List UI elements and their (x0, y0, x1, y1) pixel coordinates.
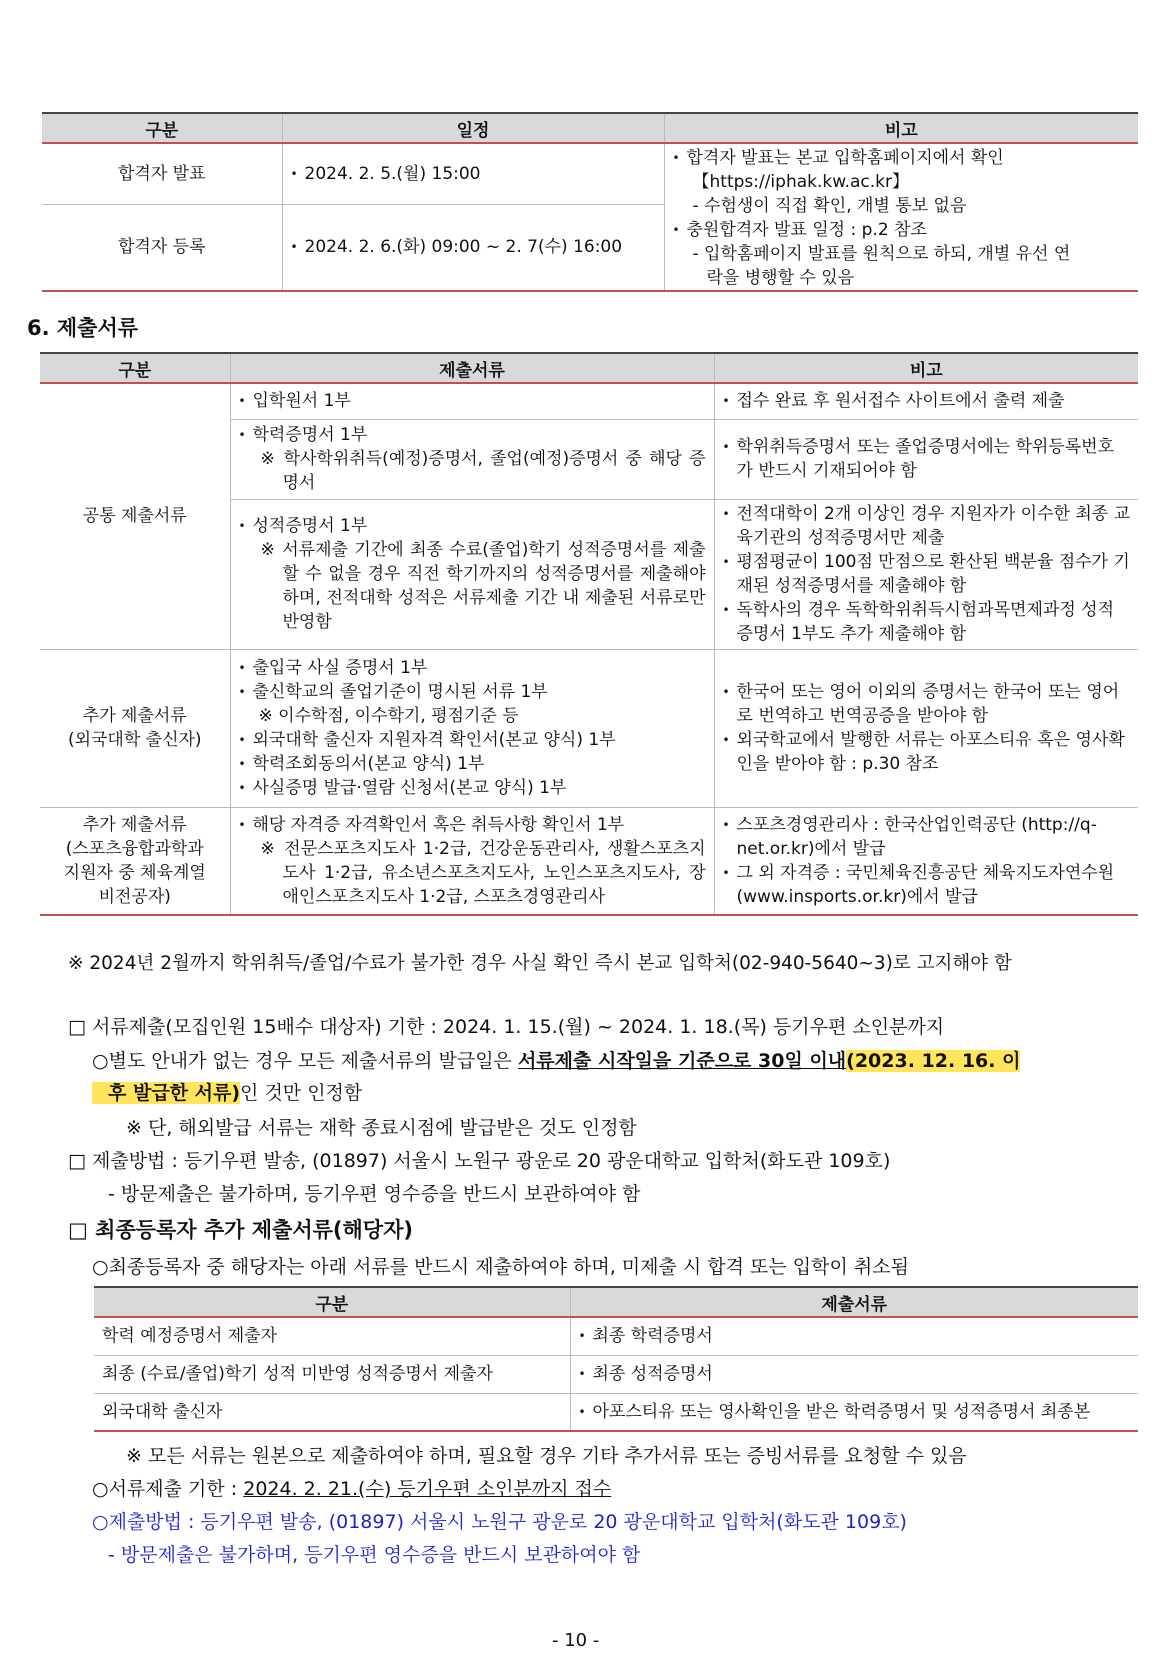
doc-license-list: ※ 전문스포츠지도사 1·2급, 건강운동관리사, 생활스포츠지도사 1·2급, 유소년스포츠지도사, 노인스포츠지도사, 장애인스포츠지도사 1·2급, 스포츠경영관리사 (260, 838, 706, 907)
note-insports: 그 외 자격증 : 국민체육진흥공단 체육지도자연수원(www.insports.or.kr)에서 발급 (736, 862, 1115, 907)
docs-header-docs: 제출서류 (230, 353, 714, 383)
doc-transcript-note: ※ 서류제출 기간에 최종 수료(졸업)학기 성적증명서를 제출할 수 없을 경우 직전 학기까지의 성적증명서를 제출해야 하며, 전적대학 성적은 서류제출 기간 내 제출된 서류로만 반영함 (260, 540, 706, 632)
doc-consent-form: 학력조회동의서(본교 양식) 1부 (252, 754, 485, 774)
final-section-title: □ 최종등록자 추가 제출서류(해당자) (68, 1218, 413, 1242)
note-apostille: 외국학교에서 발행한 서류는 아포스티유 혹은 영사확인을 받아야 함 : p.30 참조 (736, 730, 1125, 774)
sports-row: 추가 제출서류 (스포츠융합과학과 지원자 중 체육계열 비전공자) • 해당 자격증 자격확인서 혹은 취득사항 확인서 1부 ※ 전문스포츠지도사 1·2급, 건강운동관리사, 생활스포츠지도사 1·2급, 유소년스포츠지도사, 노인스포츠지도사, 장애인스포츠지도사 1·2급, 스포츠경영관리사 • 스포츠경영관리사 : 한국산업인력공단 (http://q-net.or.kr)에서 발급 • 그 외 자격증 : 국민체육진흥공단 체육지도자연수원(www.insports.or.kr)에서 발급 (40, 807, 1138, 915)
note-translation: 한국어 또는 영어 이외의 증명서는 한국어 또는 영어로 번역하고 번역공증을 받아야 함 (736, 682, 1120, 726)
doc-transcript: 성적증명서 1부 (252, 516, 368, 536)
doc-criteria-note: ※ 이수학점, 이수학기, 평점기준 등 (258, 706, 519, 726)
submission-method-sub: - 방문제출은 불가하며, 등기우편 영수증을 반드시 보관하여야 함 (108, 1183, 641, 1205)
foreign-category: 추가 제출서류 (외국대학 출신자) (40, 649, 230, 807)
schedule-header-category: 구분 (42, 113, 282, 143)
doc-eligibility-form: 외국대학 출신자 지원자격 확인서(본교 양식) 1부 (252, 730, 616, 750)
doc-fact-certificate: 사실증명 발급·열람 신청서(본교 양식) 1부 (252, 778, 567, 798)
final-row: 학력 예정증명서 제출자 • 최종 학력증명서 (94, 1317, 1138, 1355)
section-title: 6. 제출서류 (27, 316, 139, 340)
schedule-category: 합격자 등록 (42, 204, 282, 291)
issue-date-rule: ○별도 안내가 없는 경우 모든 제출서류의 발급일은 서류제출 시작일을 기준으로 30일 이내(2023. 12. 16. 이 후 발급한 서류)인 것만 인정함 (92, 1050, 1021, 1104)
final-header-row (94, 1287, 1138, 1317)
schedule-date: • 2024. 2. 6.(화) 09:00 ~ 2. 7(수) 16:00 (282, 204, 664, 291)
overseas-note: ※ 단, 해외발급 서류는 재학 종료시점에 발급받은 것도 인정함 (126, 1117, 637, 1139)
docs-header-note: 비고 (714, 353, 1138, 383)
submission-method: □ 제출방법 : 등기우편 발송, (01897) 서울시 노원구 광운로 20 광운대학교 입학처(화도관 109호) (68, 1150, 891, 1172)
docs-header-category: 구분 (40, 353, 230, 383)
doc-degree-certificate: 학력증명서 1부 (252, 425, 368, 445)
submission-deadline: □ 서류제출(모집인원 15배수 대상자) 기한 : 2024. 1. 15.(월) ~ 2024. 1. 18.(목) 등기우편 소인분까지 (68, 1016, 945, 1038)
final-deadline-value: 2024. 2. 21.(수) 등기우편 소인분까지 접수 (243, 1478, 612, 1500)
schedule-category: 합격자 발표 (117, 163, 206, 184)
doc-degree-note: ※ 학사학위취득(예정)증명서, 졸업(예정)증명서 중 해당 증명서 (260, 449, 706, 493)
final-deadline: ○서류제출 기한 : 2024. 2. 21.(수) 등기우편 소인분까지 접수 (92, 1478, 612, 1500)
common-row-3: • 성적증명서 1부 ※ 서류제출 기간에 최종 수료(졸업)학기 성적증명서를 제출할 수 없을 경우 직전 학기까지의 성적증명서를 제출해야 하며, 전적대학 성적은 서류제출 기간 내 제출된 서류로만 반영함 • 전적대학이 2개 이상인 경우 지원자가 이수한 최종 교육기관의 성적증명서만 제출 • 평점평균이 100점 만점으로 환산된 백분율 점수가 기재된 성적증명서를 제출해야 함 • 독학사의 경우 독학학위취득시험과목면제과정 성적증명서 1부도 추가 제출해야 함 (40, 499, 1138, 649)
issue-date-highlight-2: 후 발급한 서류) (92, 1082, 240, 1104)
schedule-notes: • 합격자 발표는 본교 입학홈페이지에서 확인 【https://iphak.kw.ac.kr】 - 수험생이 직접 확인, 개별 통보 없음 • 충원합격자 발표 일정 : p.2 참조 - 입학홈페이지 발표를 원칙으로 하되, 개별 유선 연 락을 병행할 수 있음 (664, 143, 1138, 291)
final-original-note: ※ 모든 서류는 원본으로 제출하여야 하며, 필요할 경우 기타 추가서류 또는 증빙서류를 요청할 수 있음 (126, 1445, 967, 1467)
note-transcript-2: 평점평균이 100점 만점으로 환산된 백분율 점수가 기재된 성적증명서를 제출해야 함 (736, 552, 1130, 596)
note-transcript-3: 독학사의 경우 독학학위취득시험과목면제과정 성적증명서 1부도 추가 제출해야 함 (736, 600, 1114, 644)
doc-graduation-criteria: 출신학교의 졸업기준이 명시된 서류 1부 (252, 682, 548, 702)
foreign-row: 추가 제출서류 (외국대학 출신자) • 출입국 사실 증명서 1부 • 출신학교의 졸업기준이 명시된 서류 1부 ※ 이수학점, 이수학기, 평점기준 등 • 외국대학 출신자 지원자격 확인서(본교 양식) 1부 • 학력조회동의서(본교 양식) 1부 • 사실증명 발급·열람 신청서(본교 양식) 1부 • 한국어 또는 영어 이외의 증명서는 한국어 또는 영어로 번역하고 번역공증을 받아야 함 • 외국학교에서 발행한 서류는 아포스티유 혹은 영사확인을 받아야 함 : p.30 참조 (40, 649, 1138, 807)
note-transcript-1: 전적대학이 2개 이상인 경우 지원자가 이수한 최종 교육기관의 성적증명서만 제출 (736, 504, 1131, 548)
final-header-docs: 제출서류 (570, 1287, 1138, 1317)
schedule-header-date: 일정 (282, 113, 664, 143)
documents-header-row (40, 353, 1138, 383)
schedule-table (42, 112, 1138, 292)
page-number: - 10 - (552, 1630, 600, 1651)
schedule-header-note: 비고 (664, 113, 1138, 143)
final-header-category: 구분 (94, 1287, 570, 1317)
issue-date-underlined: 서류제출 시작일을 기준으로 30일 이내 (517, 1050, 847, 1072)
note-application-print: 접수 완료 후 원서접수 사이트에서 출력 제출 (736, 391, 1065, 412)
note-degree-number: 학위취득증명서 또는 졸업증명서에는 학위등록번호가 반드시 기재되어야 함 (736, 437, 1114, 481)
common-row-2: • 학력증명서 1부 ※ 학사학위취득(예정)증명서, 졸업(예정)증명서 중 해당 증명서 • 학위취득증명서 또는 졸업증명서에는 학위등록번호가 반드시 기재되어야 함 (40, 419, 1138, 499)
issue-date-highlight-1: (2023. 12. 16. 이 (846, 1050, 1021, 1072)
doc-immigration: 출입국 사실 증명서 1부 (252, 658, 428, 678)
notice-2024: ※ 2024년 2월까지 학위취득/졸업/수료가 불가한 경우 사실 확인 즉시 본교 입학처(02-940-5640~3)로 고지해야 함 (68, 953, 1012, 974)
doc-application-form: 입학원서 1부 (252, 391, 351, 412)
final-intro: ○최종등록자 중 해당자는 아래 서류를 반드시 제출하여야 하며, 미제출 시 합격 또는 입학이 취소됨 (92, 1256, 909, 1278)
schedule-date: • 2024. 2. 5.(월) 15:00 (282, 143, 664, 204)
common-category: 공통 제출서류 (82, 506, 187, 527)
note-qnet: 스포츠경영관리사 : 한국산업인력공단 (http://q-net.or.kr)에서 발급 (736, 814, 1097, 859)
schedule-header-row (42, 113, 1138, 143)
final-documents-table (94, 1286, 1138, 1432)
final-method-sub: - 방문제출은 불가하며, 등기우편 영수증을 반드시 보관하여야 함 (108, 1544, 641, 1566)
final-row: 최종 (수료/졸업)학기 성적 미반영 성적증명서 제출자 • 최종 성적증명서 (94, 1355, 1138, 1393)
documents-table (40, 352, 1138, 916)
common-row-1: 공통 제출서류 • 입학원서 1부 • 접수 완료 후 원서접수 사이트에서 출력 제출 (40, 383, 1138, 419)
sports-category: 추가 제출서류 (스포츠융합과학과 지원자 중 체육계열 비전공자) (40, 807, 230, 915)
final-method: ○제출방법 : 등기우편 발송, (01897) 서울시 노원구 광운로 20 광운대학교 입학처(화도관 109호) (92, 1511, 907, 1533)
final-row: 외국대학 출신자 • 아포스티유 또는 영사확인을 받은 학력증명서 및 성적증명서 최종본 (94, 1393, 1138, 1431)
doc-license-certificate: 해당 자격증 자격확인서 혹은 취득사항 확인서 1부 (252, 814, 625, 835)
schedule-row-announcement (42, 143, 1138, 204)
